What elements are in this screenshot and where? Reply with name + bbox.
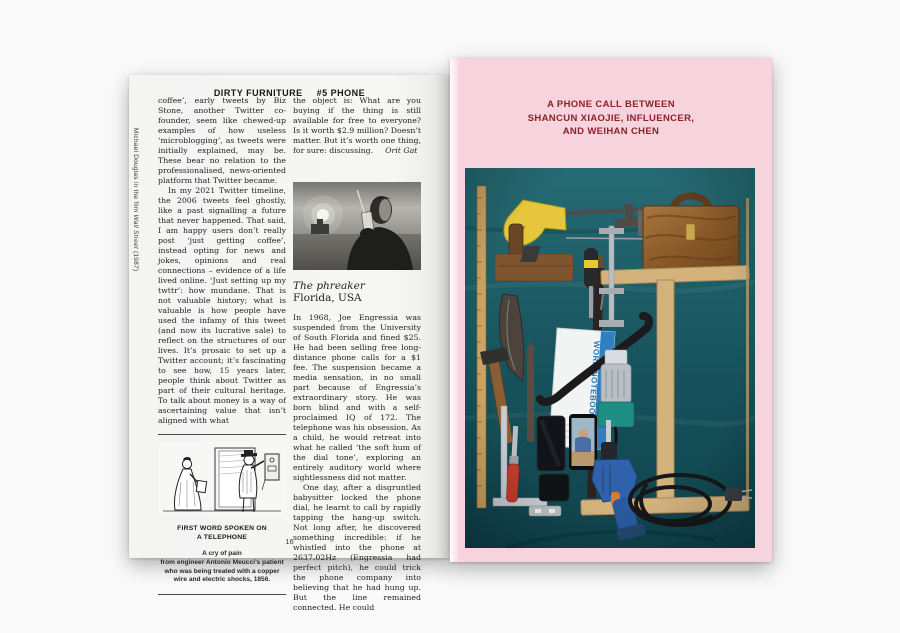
story-title: The phreaker: [293, 280, 365, 292]
paragraph: coffee’, early tweets by Biz Stone, another Twitter co-founder, seem like chewed-up examples of how useless ‘microblogging’, as tweets were initially explained, may be. These bear no relation to the professionalised, news-oriented platform that Twitter became.: [158, 96, 286, 185]
photo-credit-vertical: Michael Douglas in the film Wall Street (1987): [132, 128, 139, 272]
paragraph: In my 2021 Twitter timeline, the 2006 tweets feel ghostly, like a past signalling a future that never happened. That said, I am happy users don’t really post ‘just getting coffee’, instead opting for news and jokes, opinions and real connections – evidence of a life lived online. ‘Just setting up my twttr’: how mundane. That is not valuable history; what is valuable is how people have used the infamy of this tweet (and now its lucrative sale) to reflect on the structures of our lives. It’s prosaic to set up a Twitter account; it’s fascinating to see how, 15 years later, people think about Twitter as part of their cultural heritage. To talk about money is a way of ascertaining value that isn’t aligned with what: [158, 186, 286, 425]
divider: [158, 594, 286, 595]
figure-caption-title: FIRST WORD SPOKEN ON A TELEPHONE: [177, 525, 267, 541]
telephone-engraving-illustration: [159, 442, 285, 516]
paragraph: In 1968, Joe Engressia was suspended from the University of South Florida and fined $25. He had been selling free long-distance phone calls for a $1 fee. The suspension became a media sensation, in no small part because of Engressia’s extraordinary story. He was born blind and with a self-proclaimed IQ of 172. The telephone was his obsession. As a child, he would retreat into what he called ‘the soft hum of the dial tone’, exploring an entirely auditory world where sightlessness did not matter.: [293, 313, 421, 482]
text-column-right: [293, 96, 421, 613]
story-heading: [293, 280, 421, 305]
text-column-left: [158, 96, 286, 595]
magazine-title: DIRTY FURNITURE: [213, 88, 303, 98]
issue-label: #5 PHONE: [316, 88, 366, 98]
figure-caption-body: A cry of pain from engineer Antonio Meucci’s patient who was being treated with a copper wire and electric shocks, 1856.: [160, 550, 284, 584]
paragraph: the object is: What are you buying if the thing is still available for free to everyone? Is it worth $2.9 million? Doesn’t matter. But it’s worth one thing, for sure: discussing. Orit Gat: [293, 96, 421, 155]
article-title: A PHONE CALL BETWEEN SHANCUN XIAOJIE, INFLUENCER, AND WEIHAN CHEN: [527, 99, 695, 137]
divider: [158, 434, 286, 435]
author-byline: Orit Gat: [385, 146, 418, 155]
left-page: [129, 75, 450, 612]
tools-flatlay-photo: [465, 168, 755, 548]
story-location: Florida, USA: [293, 292, 362, 304]
right-page: [450, 58, 772, 562]
film-still-photo: [293, 182, 421, 270]
page-number: 16: [285, 537, 294, 546]
paragraph: One day, after a disgruntled babysitter locked the phone dial, he learnt to call by rapidly tapping the hang-up switch. Not long after, he discovered something incredible: if he whistled into the phone at 2637.02Hz (Engressia had perfect pitch), he could trick the phone company into believing that he had hung up. But the line remained connected. He could: [293, 483, 421, 612]
